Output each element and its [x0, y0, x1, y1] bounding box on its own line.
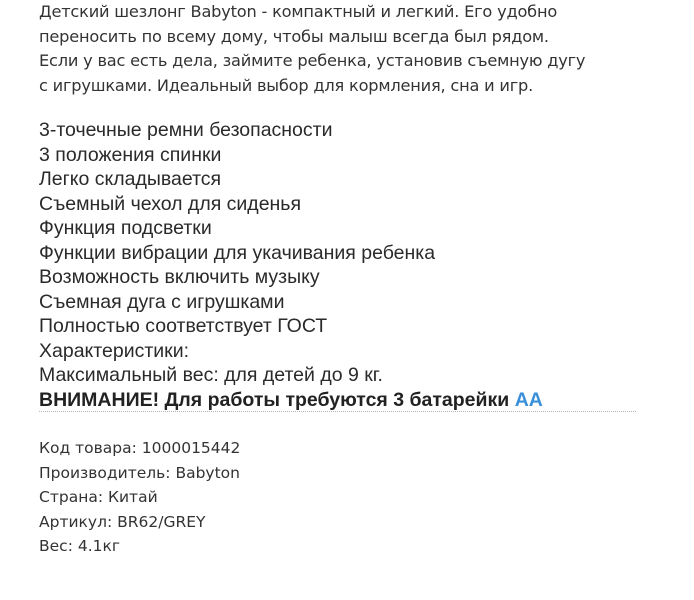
feature-item: 3-точечные ремни безопасности: [39, 119, 333, 141]
feature-item: Съемная дуга с игрушками: [39, 290, 285, 313]
intro-line: с игрушками. Идеальный выбор для кормления, сна и игр.: [39, 75, 534, 95]
feature-item: Легко складывается: [39, 168, 222, 190]
spec-manufacturer: Производитель: Babyton: [39, 463, 240, 482]
feature-item: Функции вибрации для укачивания ребенка: [39, 241, 436, 264]
characteristics-heading: Характеристики:: [39, 339, 190, 362]
spec-weight: Вес: 4.1кг: [39, 537, 120, 555]
intro-line: переносить по всему дому, чтобы малыш всегда был рядом.: [39, 26, 549, 46]
feature-item: Возможность включить музыку: [39, 266, 320, 288]
intro-line: Если у вас есть дела, займите ребенка, установив съемную дугу: [39, 51, 586, 70]
product-specs: [39, 436, 240, 559]
spec-product-code: Код товара: 1000015442: [39, 439, 241, 457]
spec-article: Артикул: BR62/GREY: [39, 512, 206, 531]
dotted-divider: [39, 411, 636, 412]
battery-warning: [39, 388, 639, 413]
product-intro-paragraph: [39, 0, 659, 98]
battery-type-highlight: AA: [514, 388, 543, 411]
feature-item: Съемный чехол для сиденья: [39, 192, 302, 215]
feature-item: 3 положения спинки: [39, 143, 222, 166]
battery-warning-text: ВНИМАНИЕ! Для работы требуются 3 батарейки: [39, 388, 515, 411]
spec-country: Страна: Китай: [39, 488, 158, 506]
max-weight-item: Максимальный вес: для детей до 9 кг.: [39, 364, 383, 386]
intro-line: Детский шезлонг Babyton - компактный и легкий. Его удобно: [39, 2, 558, 21]
feature-item: Функция подсветки: [39, 217, 212, 239]
feature-list: [39, 118, 639, 412]
feature-item: Полностью соответствует ГОСТ: [39, 315, 328, 337]
